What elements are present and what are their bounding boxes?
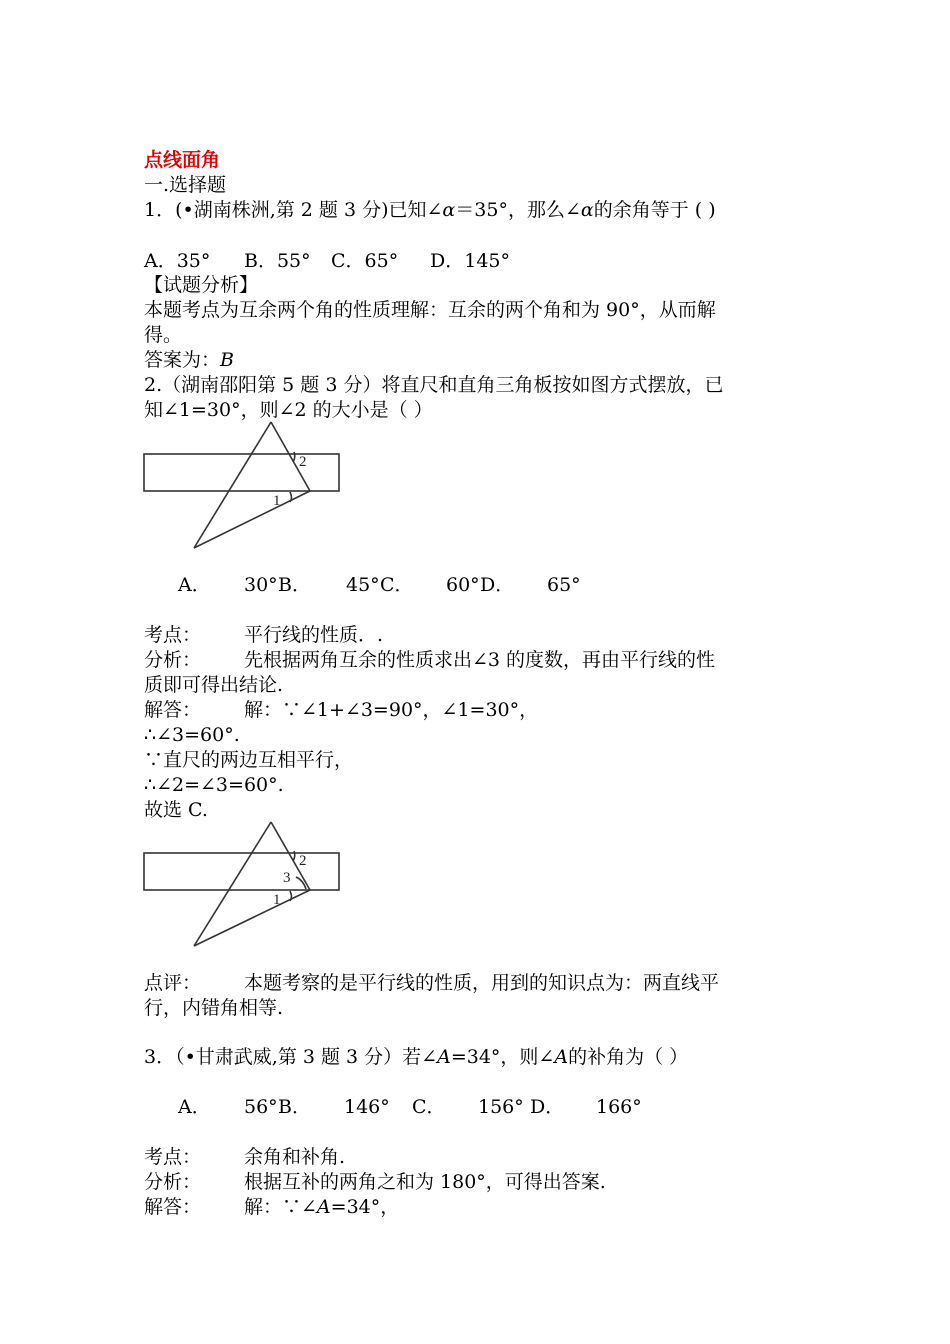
q1-alpha: α <box>442 199 456 221</box>
q3-fenxi-text: 根据互补的两角之和为 180°，可得出答案. <box>244 1171 606 1193</box>
q3-option-c-value: 156° <box>478 1096 524 1118</box>
q3-option-a-value: 56° <box>244 1096 278 1118</box>
q3-stem <box>144 1045 814 1070</box>
q2-kaodian-text: 平行线的性质．. <box>244 624 384 646</box>
q2-option-a-letter: A． <box>178 574 211 596</box>
q2-jieda-line: 故选 C. <box>144 799 208 821</box>
q2-stem-line: 知∠1=30°，则∠2 的大小是（ ） <box>144 399 433 421</box>
q3-jieda-text: =34°， <box>330 1196 400 1218</box>
q1-stem-part: ＝35°，那么∠ <box>455 199 581 221</box>
q3-jieda-text: 解：∵∠ <box>244 1196 317 1218</box>
angle1-label: 1 <box>273 493 281 509</box>
q2-fenxi-label: 分析： <box>144 649 202 671</box>
q2-option-b-value: 45° <box>346 574 380 596</box>
q2-jieda-label: 解答： <box>144 699 202 721</box>
angle1-label: 1 <box>273 892 281 908</box>
q2-option-d-letter: D． <box>480 574 515 596</box>
q1-option-c: C．65° <box>331 250 399 272</box>
q1-options <box>144 249 814 274</box>
q2-kaodian <box>144 623 814 648</box>
q3-option-b-letter: B． <box>278 1096 311 1118</box>
q1-analysis-header: 【试题分析】 <box>144 274 259 296</box>
document-title: 点线面角 <box>144 149 221 171</box>
q3-kaodian-label: 考点： <box>144 1146 202 1168</box>
q1-answer-label: 答案为： <box>144 349 221 371</box>
q3-angle-a: A <box>437 1046 451 1068</box>
q3-angle-a: A <box>554 1046 569 1068</box>
q2-options <box>178 573 848 598</box>
q2-kaodian-label: 考点： <box>144 624 202 646</box>
q3-kaodian-text: 余角和补角. <box>244 1146 346 1168</box>
q1-analysis-line: 本题考点为互余两个角的性质理解：互余的两个角和为 90°，从而解 <box>144 299 716 321</box>
q1-option-a: A．35° <box>144 250 211 272</box>
q3-jieda <box>144 1195 814 1220</box>
q2-jieda-text: 解：∵∠1+∠3=90°，∠1=30°， <box>244 699 539 721</box>
q2-jieda-line: ∴∠3=60°. <box>144 724 240 746</box>
q1-analysis-line: 得。 <box>144 324 183 346</box>
q3-fenxi <box>144 1170 814 1195</box>
q1-answer <box>144 348 814 373</box>
q1-option-b: B．55° <box>244 250 311 272</box>
angle2-label: 2 <box>299 853 307 869</box>
q3-angle-a: A <box>316 1196 331 1218</box>
q3-kaodian <box>144 1145 814 1170</box>
q2-jieda <box>144 698 814 723</box>
angle3-arc <box>296 877 306 889</box>
q2-jieda-line: ∴∠2=∠3=60°. <box>144 774 284 796</box>
q3-options <box>178 1095 848 1120</box>
q2-jieda-line: ∵直尺的两边互相平行， <box>144 749 354 771</box>
q2-dianping-text: 本题考察的是平行线的性质，用到的知识点为：两直线平 <box>244 972 720 994</box>
q1-option-d: D．145° <box>430 250 510 272</box>
q3-option-c-letter: C． <box>412 1096 446 1118</box>
q2-option-b-letter: B． <box>278 574 311 596</box>
q2-dianping-line: 行，内错角相等. <box>144 997 284 1019</box>
q1-alpha: α <box>580 199 594 221</box>
q2-dianping-label: 点评： <box>144 972 202 994</box>
q2-dianping <box>144 971 814 996</box>
section-heading: 一.选择题 <box>144 174 227 196</box>
q1-stem <box>144 198 814 223</box>
ruler-shape <box>144 454 339 491</box>
q2-option-c-value: 60° <box>446 574 480 596</box>
q2-option-d-value: 65° <box>547 574 581 596</box>
q2-option-c-letter: C． <box>380 574 414 596</box>
q1-stem-part: 的余角等于 ( ) <box>593 199 716 221</box>
q2-fenxi-text: 先根据两角互余的性质求出∠3 的度数，再由平行线的性 <box>244 649 716 671</box>
q3-option-b-value: 146° <box>344 1096 390 1118</box>
ruler-shape <box>144 853 339 890</box>
q3-option-d-letter: D． <box>530 1096 565 1118</box>
q1-stem-part: 1．(•湖南株洲,第 2 题 3 分)已知∠ <box>144 199 443 221</box>
angle3-label: 3 <box>283 870 291 886</box>
angle1-arc <box>290 891 292 901</box>
q2-option-a-value: 30° <box>244 574 278 596</box>
q3-stem-part: =34°，则∠ <box>450 1046 555 1068</box>
q2-fenxi <box>144 648 814 673</box>
q3-option-d-value: 166° <box>596 1096 642 1118</box>
q3-option-a-letter: A． <box>178 1096 211 1118</box>
q3-fenxi-label: 分析： <box>144 1171 202 1193</box>
q1-answer-value: B <box>220 349 234 371</box>
q3-jieda-label: 解答： <box>144 1196 202 1218</box>
angle2-label: 2 <box>299 454 307 470</box>
q2-figure-ruler-triangle <box>138 418 348 558</box>
q2-solution-figure <box>138 818 348 958</box>
q3-stem-part: 的补角为（ ） <box>568 1046 689 1068</box>
q2-fenxi-line: 质即可得出结论. <box>144 674 284 696</box>
angle1-arc <box>290 492 292 502</box>
q2-stem-line: 2.（湖南邵阳第 5 题 3 分）将直尺和直角三角板按如图方式摆放，已 <box>144 374 724 396</box>
q3-stem-part: 3．（•甘肃武威,第 3 题 3 分）若∠ <box>144 1046 438 1068</box>
